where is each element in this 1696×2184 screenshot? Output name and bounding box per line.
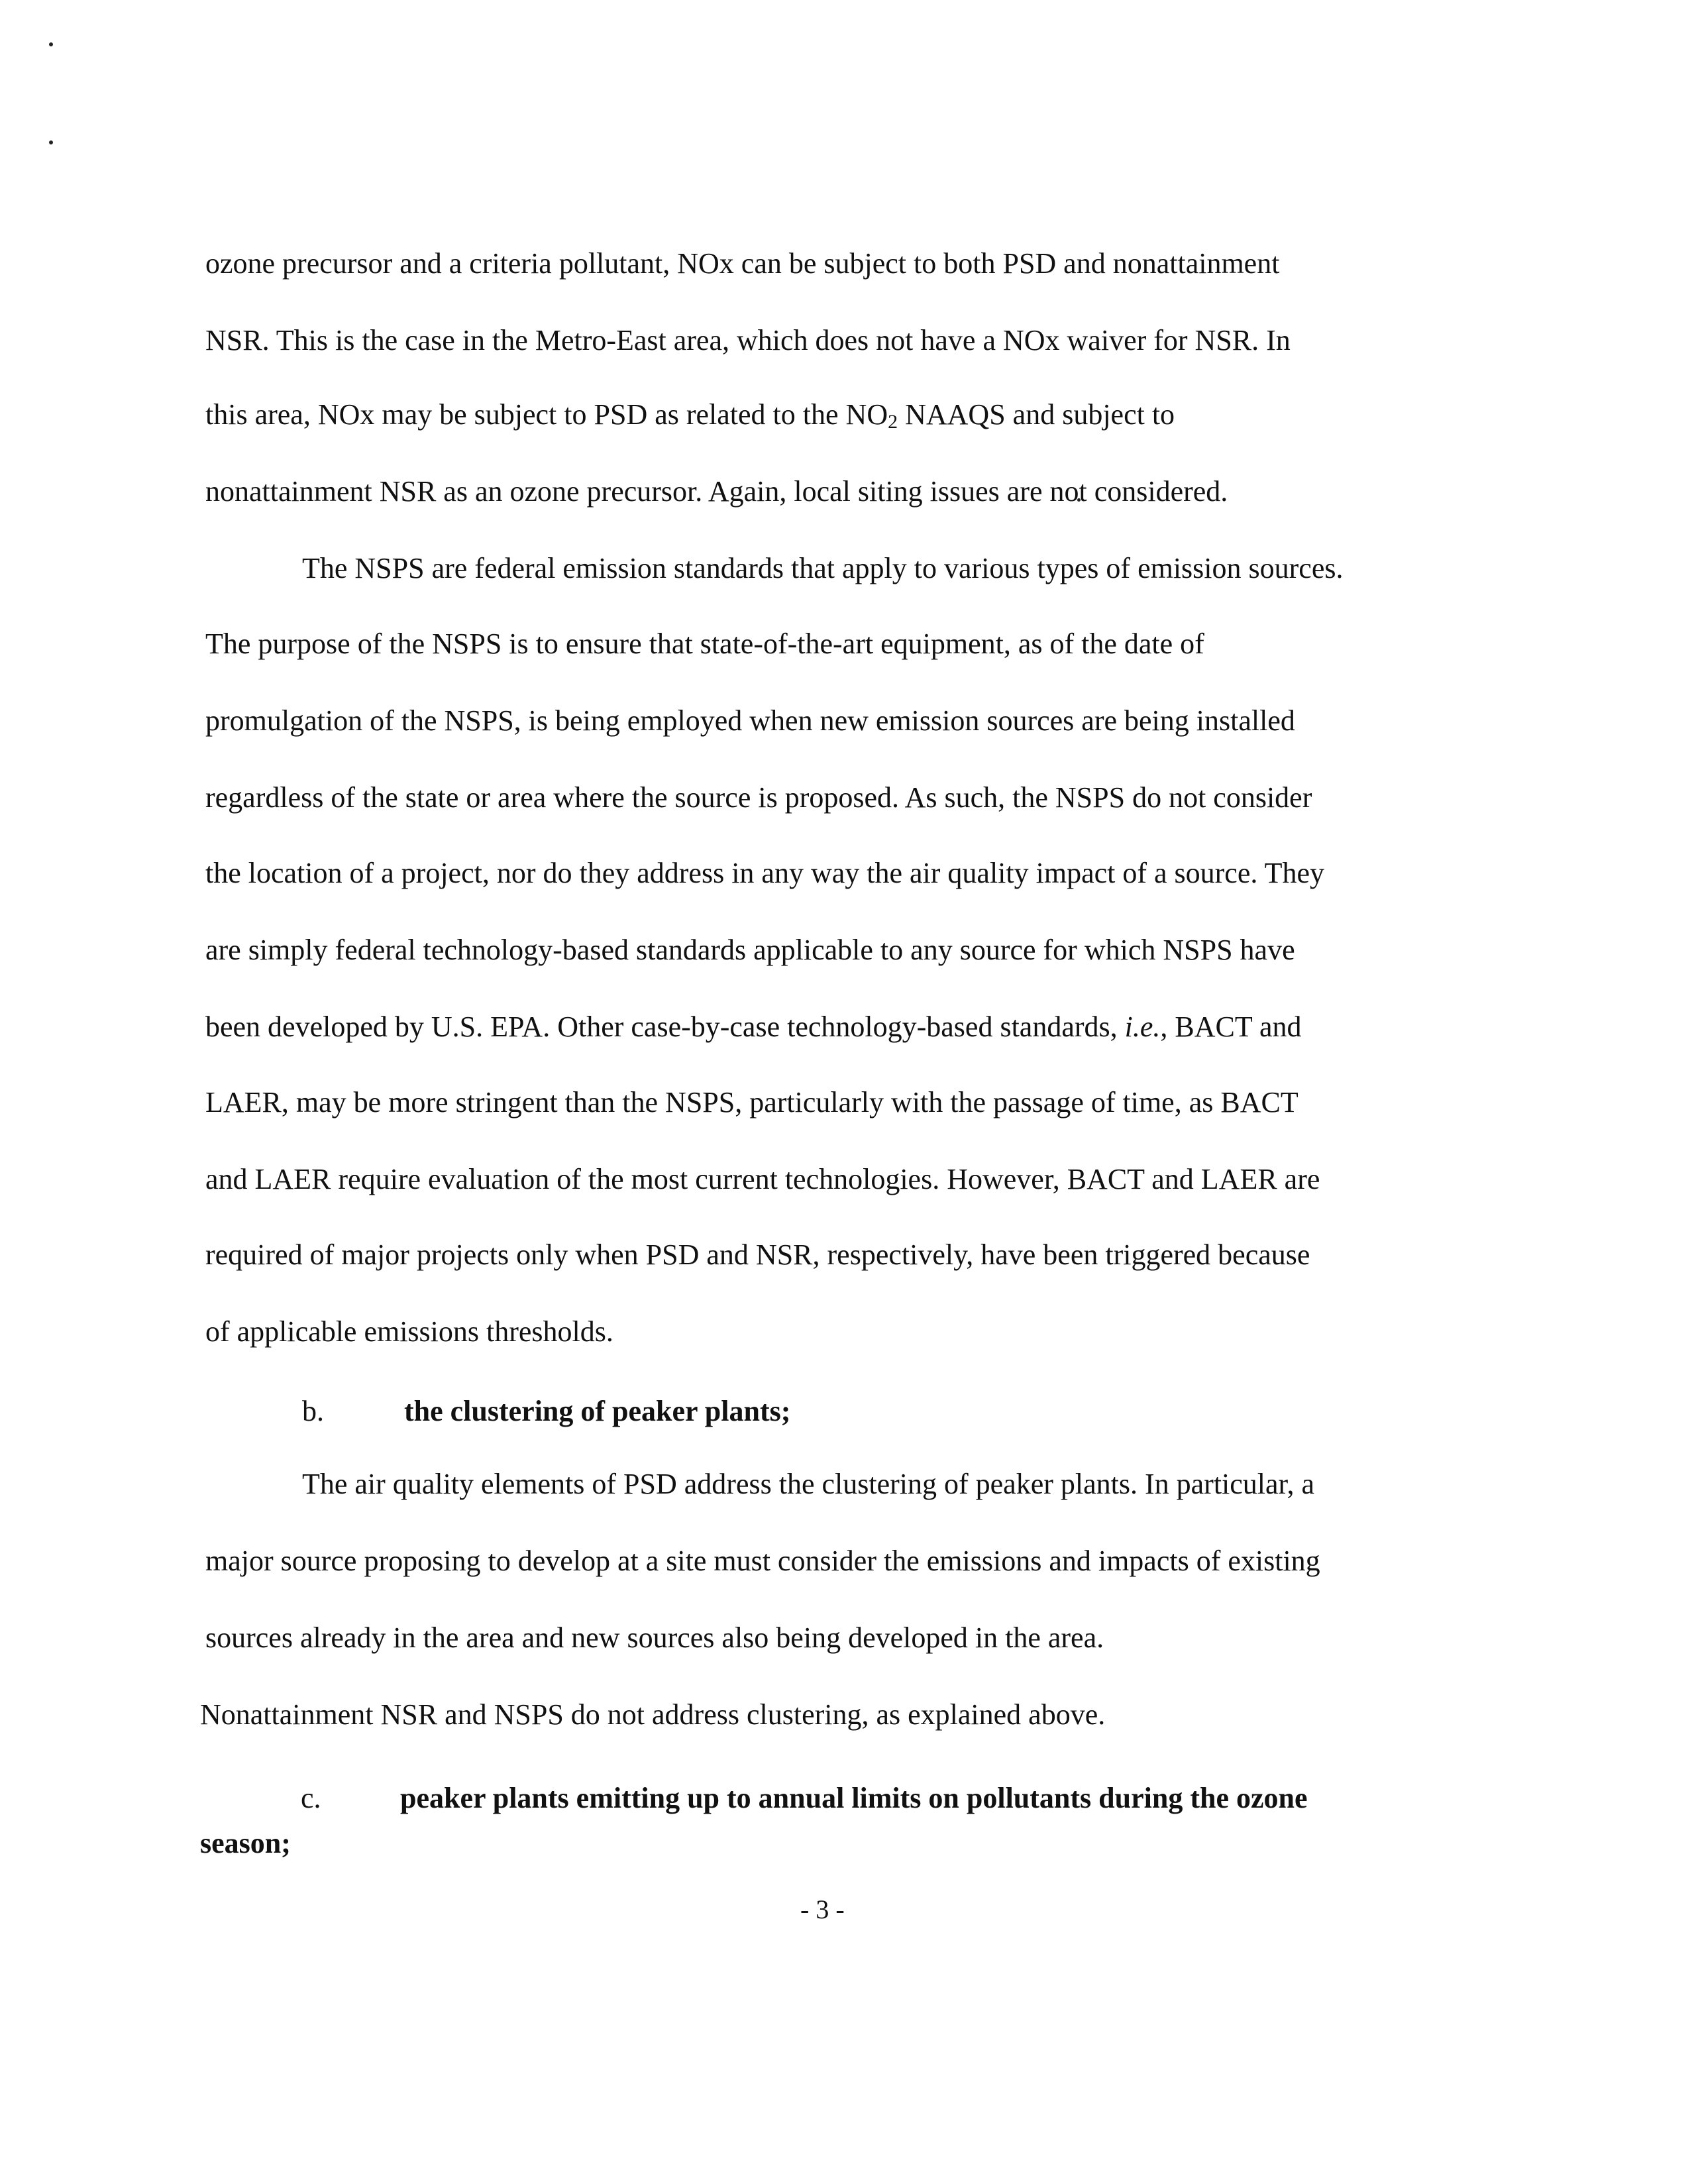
- heading-c-text: peaker plants emitting up to annual limits on pollutants during the ozone: [400, 1782, 1308, 1814]
- paragraph-3-line-3: sources already in the area and new sources also being developed in the area.: [205, 1621, 1104, 1654]
- heading-c-label: c.: [301, 1782, 321, 1814]
- paragraph-2-line-9: and LAER require evaluation of the most current technologies. However, BACT and LAER are: [205, 1163, 1320, 1195]
- paragraph-2-line-8: LAER, may be more stringent than the NSPS, particularly with the passage of time, as BACT: [205, 1086, 1298, 1119]
- paragraph-2-line-4: regardless of the state or area where the source is proposed. As such, the NSPS do not consider: [205, 781, 1312, 814]
- paragraph-1-line-2: NSR. This is the case in the Metro-East area, which does not have a NOx waiver for NSR. In: [205, 324, 1291, 356]
- heading-b-label: b.: [302, 1395, 324, 1427]
- paragraph-2-line-1: The NSPS are federal emission standards that apply to various types of emission sources.: [302, 552, 1344, 584]
- paragraph-2-line-10: required of major projects only when PSD and NSR, respectively, have been triggered because: [205, 1238, 1310, 1271]
- paragraph-2-line-2: The purpose of the NSPS is to ensure that state-of-the-art equipment, as of the date of: [205, 628, 1204, 660]
- paragraph-1-line-3: [205, 400, 1175, 432]
- italic-ie: i.e.: [1124, 1010, 1161, 1043]
- paragraph-2-line-7-tail: , BACT and: [1160, 1010, 1302, 1043]
- paragraph-1-line-3-tail: NAAQS and subject to: [898, 398, 1175, 431]
- heading-c-continuation: season;: [200, 1827, 291, 1859]
- paragraph-2-line-11: of applicable emissions thresholds.: [205, 1315, 613, 1348]
- paragraph-1-line-3-text: this area, NOx may be subject to PSD as related to the NO: [205, 398, 888, 431]
- subscript-2: 2: [888, 411, 898, 433]
- page-number: - 3 -: [800, 1894, 845, 1924]
- paragraph-1-line-1: ozone precursor and a criteria pollutant, NOx can be subject to both PSD and nonattainment: [205, 247, 1280, 280]
- paragraph-3-line-1: The air quality elements of PSD address the clustering of peaker plants. In particular, a: [302, 1468, 1314, 1500]
- paragraph-2-line-7-text: been developed by U.S. EPA. Other case-by-case technology-based standards,: [205, 1010, 1125, 1043]
- scan-speck: [49, 42, 53, 46]
- paragraph-2-line-7: [205, 1012, 1302, 1042]
- paragraph-2-line-6: are simply federal technology-based standards applicable to any source for which NSPS have: [205, 934, 1295, 966]
- paragraph-2-line-3: promulgation of the NSPS, is being employed when new emission sources are being installed: [205, 704, 1295, 737]
- paragraph-3-line-2: major source proposing to develop at a site must consider the emissions and impacts of existing: [205, 1545, 1320, 1577]
- paragraph-2-line-5: the location of a project, nor do they address in any way the air quality impact of a source. They: [205, 857, 1324, 889]
- paragraph-1-line-4: nonattainment NSR as an ozone precursor. Again, local siting issues are not considered.: [205, 475, 1228, 508]
- scan-speck: [49, 140, 53, 144]
- heading-b-text: the clustering of peaker plants;: [404, 1395, 791, 1427]
- paragraph-3-line-4: Nonattainment NSR and NSPS do not address clustering, as explained above.: [200, 1698, 1106, 1731]
